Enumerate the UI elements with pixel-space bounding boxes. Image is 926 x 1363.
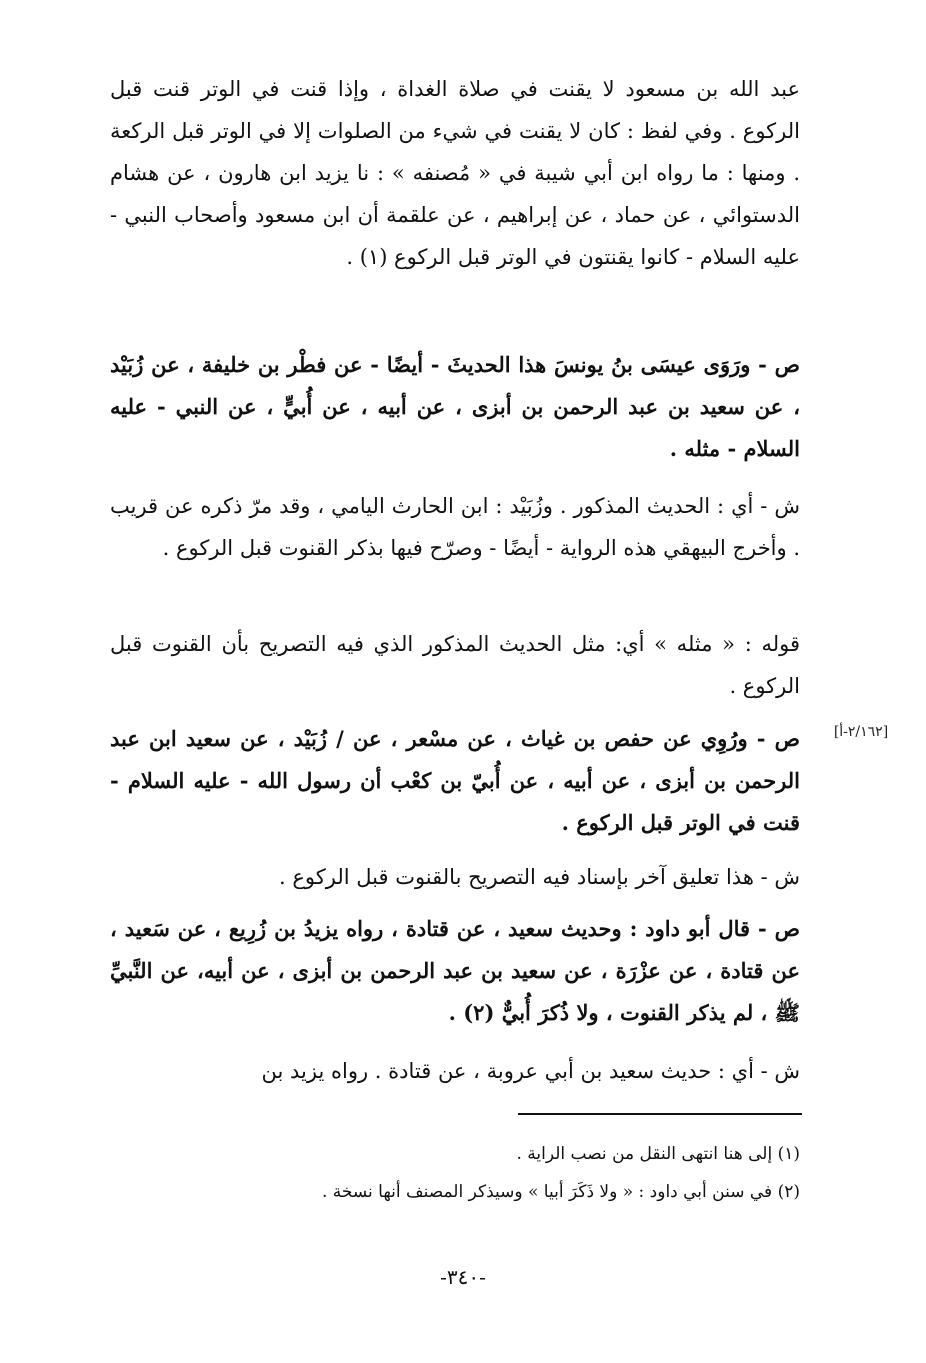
margin-manuscript-reference: [٢/١٦٢-أ] [833, 724, 889, 740]
paragraph-text: قوله : « مثله » أي: مثل الحديث المذكور الذي فيه التصريح بأن القنوت قبل الركوع . [110, 632, 800, 698]
paragraph-text: ص - ورُوِي عن حفص بن غياث ، عن مسْعر ، عن / زُبَيْد ، عن سعيد ابن عبد الرحمن بن أبزى ، عن أبيه ، عن أُبيّ بن كعْب أن رسول الله - عليه السلام - قنت في الوتر قبل الركوع . [110, 726, 800, 835]
paragraph-matn-abu-dawud [110, 908, 800, 1034]
footnotes [110, 1135, 800, 1211]
paragraph-text: عبد الله بن مسعود لا يقنت في صلاة الغداة ، وإذا قنت في الوتر قنت قبل الركوع . وفي لفظ : كان لا يقنت في شيء من الصلوات إلا في الوتر قبل الركعة . ومنها : ما رواه ابن أبي شيبة في « مُصنفه » : نا يزيد ابن هارون ، عن هشام الدستوائي ، عن حماد ، عن إبراهيم ، عن علقمة أن ابن مسعود وأصحاب النبي - عليه السلام - كانوا يقنتون في الوتر قبل الركوع (١) . [110, 77, 800, 269]
paragraph-text: ش - أي : حديث سعيد بن أبي عروبة ، عن قتادة . رواه يزيد بن [261, 1059, 800, 1083]
footnote-2: (٢) في سنن أبي داود : « ولا ذَكَرَ أبيا » وسيذكر المصنف أنها نسخة . [321, 1182, 800, 1202]
paragraph-text: ص - قال أبو داود : وحديث سعيد ، عن قتادة ، رواه يزيدُ بن زُرِيع ، عن سَعيد ، عن قتادة ، عن عزْرَة ، عن سعيد بن عبد الرحمن بن أبزى ، عن أبيه، عن النَّبيِّ ﷺ ، لم يذكر القنوت ، ولا ذُكرَ أُبيٌّ (٢) . [110, 916, 800, 1025]
paragraph-sharh-said [110, 1050, 800, 1092]
paragraph-matn-isa [110, 344, 800, 470]
paragraph-matn-hafs [110, 718, 800, 844]
page-number: -٣٤٠- [440, 1265, 486, 1289]
paragraph-text: ش - هذا تعليق آخر بإسناد فيه التصريح بالقنوت قبل الركوع . [279, 865, 800, 889]
footnote-1: (١) إلى هنا انتهى النقل من نصب الراية . [516, 1144, 800, 1164]
paragraph-commentary-intro [110, 68, 800, 278]
paragraph-text: ص - ورَوَى عيسَى بنُ يونسَ هذا الحديثَ - أيضًا - عن فطْر بن خليفة ، عن زُبَيْد ، عن سعيد بن عبد الرحمن بن أبزى ، عن أبيه ، عن أُبيٍّ ، عن النبي - عليه السلام - مثله . [110, 352, 800, 461]
paragraph-qawluhu [110, 623, 800, 707]
footnote-divider [518, 1113, 802, 1115]
paragraph-sharh-taliq [110, 856, 800, 898]
paragraph-text: ش - أي : الحديث المذكور . وزُبَيْد : ابن الحارث اليامي ، وقد مرّ ذكره عن قريب . وأخرج البيهقي هذه الرواية - أيضًا - وصرّح فيها بذكر القنوت قبل الركوع . [110, 494, 800, 560]
paragraph-sharh-zubayd [110, 485, 800, 569]
